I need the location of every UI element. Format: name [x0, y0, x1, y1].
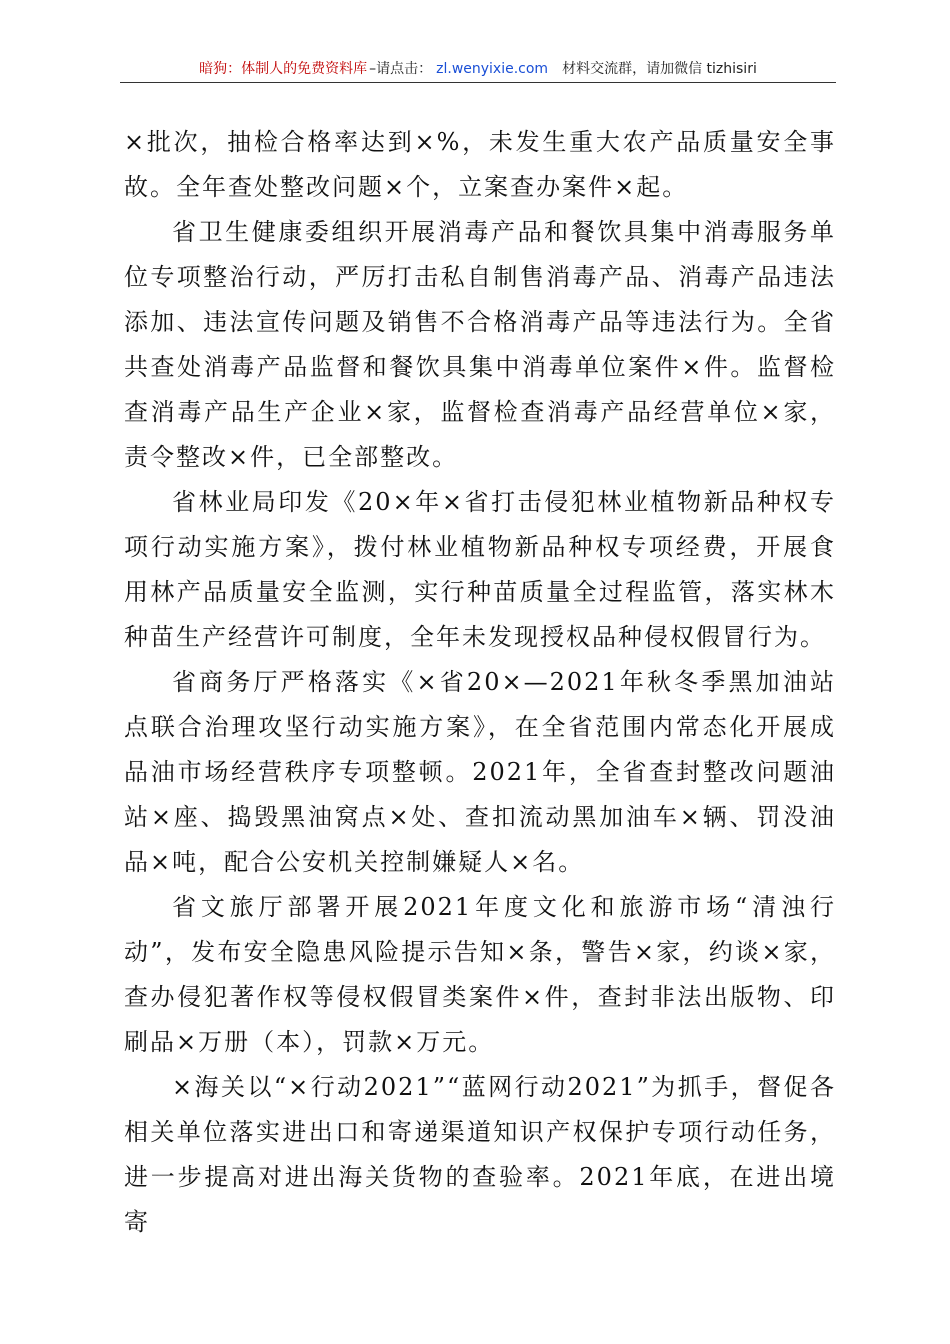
- paragraph-customs: ×海关以“×行动2021”“蓝网行动2021”为抓手，督促各相关单位落实进出口和寄递渠道知识产权保护专项行动任务，进一步提高对进出海关货物的查验率。2021年底，在进出境寄: [124, 1073, 836, 1236]
- page-header: [120, 58, 836, 80]
- paragraph-continued: ×批次，抽检合格率达到×%，未发生重大农产品质量安全事故。全年查处整改问题×个，立案查办案件×起。: [124, 128, 836, 201]
- document-body: [124, 120, 836, 1245]
- paragraph-culture-tourism: 省文旅厅部署开展2021年度文化和旅游市场“清浊行动”，发布安全隐患风险提示告知×条，警告×家，约谈×家，查办侵犯著作权等侵权假冒类案件×件，查封非法出版物、印刷品×万册（本），罚款×万元。: [124, 893, 836, 1056]
- header-wechat-text: 材料交流群，请加微信 tizhisiri: [562, 61, 757, 77]
- header-prompt-text: –请点击：: [369, 61, 433, 77]
- paragraph-forestry-bureau: 省林业局印发《20×年×省打击侵犯林业植物新品种权专项行动实施方案》，拨付林业植物新品种权专项经费，开展食用林产品质量安全监测，实行种苗质量全过程监管，落实林木种苗生产经营许可制度，全年未发现授权品种侵权假冒行为。: [124, 488, 836, 651]
- header-website-link[interactable]: zl.wenyixie.com: [436, 61, 549, 77]
- paragraph-health-commission: 省卫生健康委组织开展消毒产品和餐饮具集中消毒服务单位专项整治行动，严厉打击私自制售消毒产品、消毒产品违法添加、违法宣传问题及销售不合格消毒产品等违法行为。全省共查处消毒产品监督和餐饮具集中消毒单位案件×件。监督检查消毒产品生产企业×家，监督检查消毒产品经营单位×家，责令整改×件，已全部整改。: [124, 218, 836, 471]
- header-divider: [120, 82, 836, 83]
- paragraph-commerce-department: 省商务厅严格落实《×省20×—2021年秋冬季黑加油站点联合治理攻坚行动实施方案》，在全省范围内常态化开展成品油市场经营秩序专项整顿。2021年，全省查封整改问题油站×座、捣毁黑油窝点×处、查扣流动黑加油车×辆、罚没油品×吨，配合公安机关控制嫌疑人×名。: [124, 668, 836, 876]
- header-brand-text: 暗狗：体制人的免费资料库: [199, 61, 368, 77]
